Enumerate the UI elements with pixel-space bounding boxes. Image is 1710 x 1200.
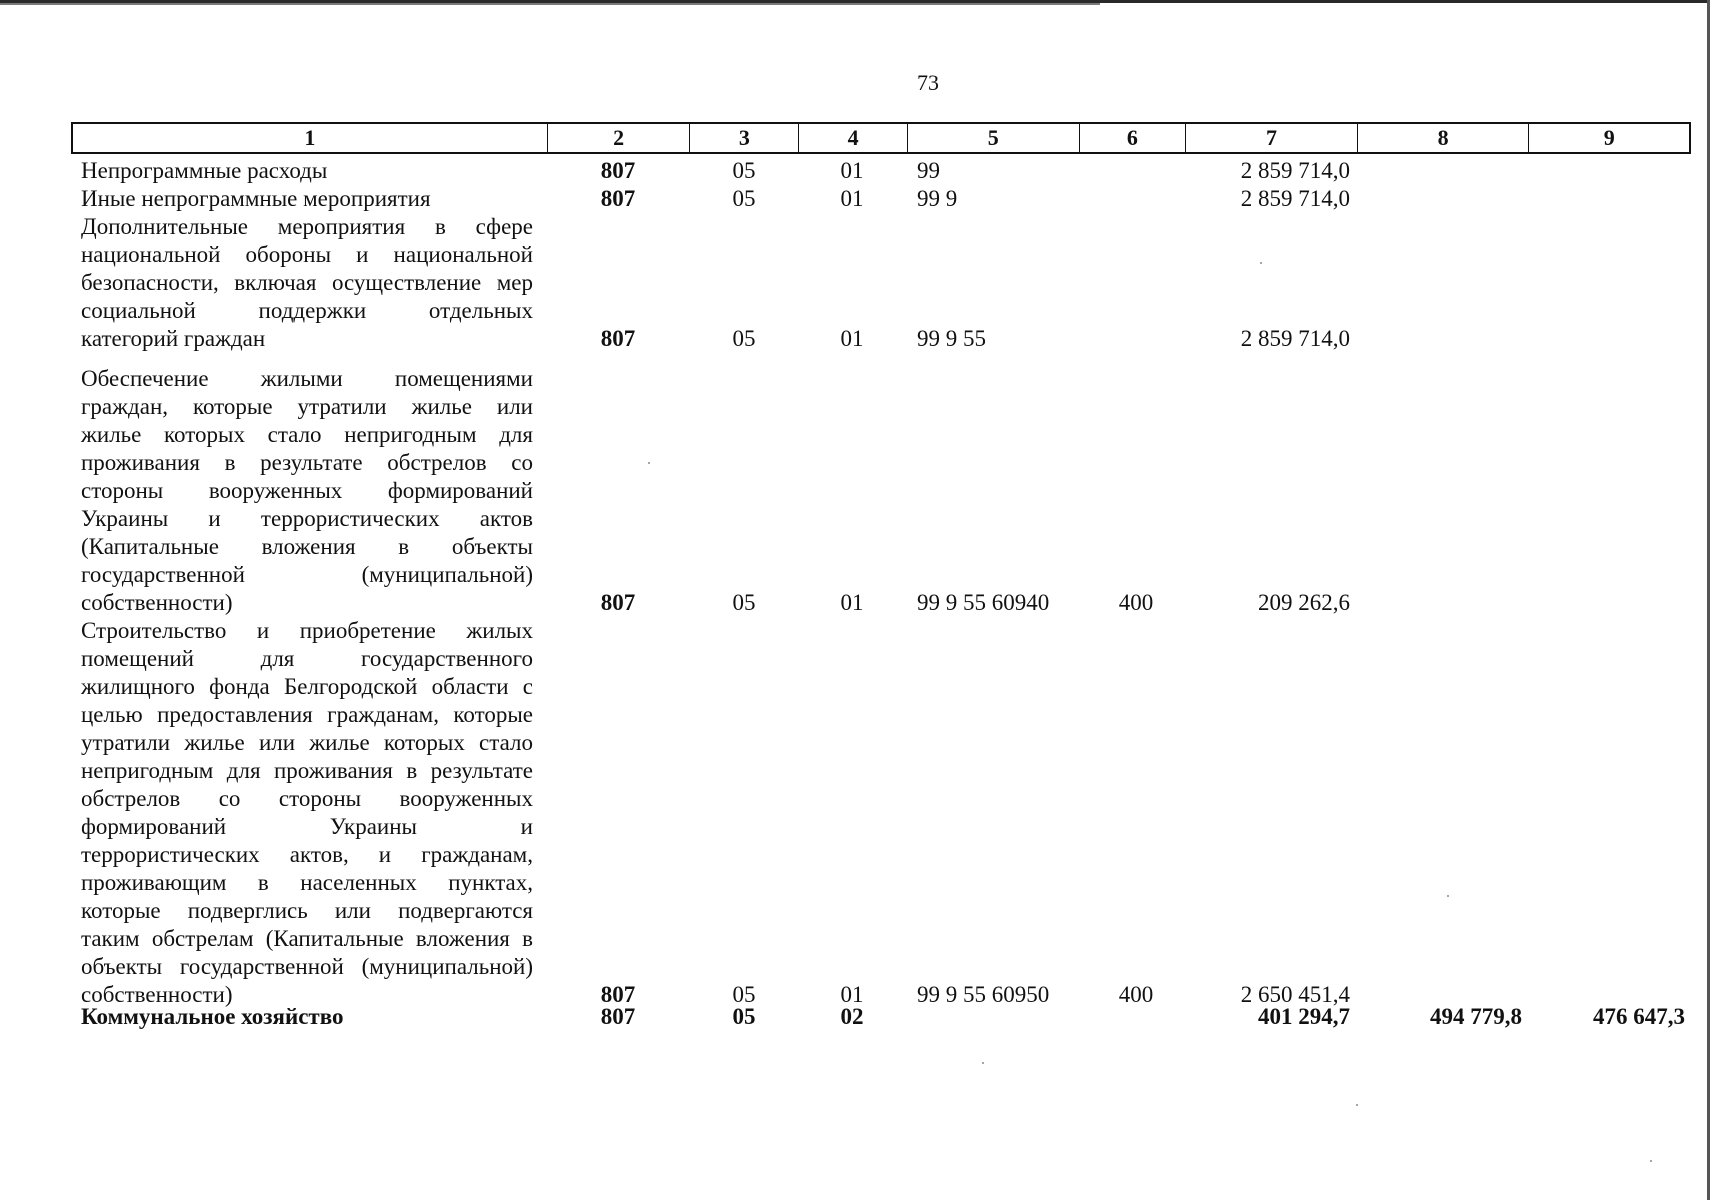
cell-c3: 05: [732, 158, 756, 183]
description-line: объекты государственной (муниципальной): [81, 954, 533, 979]
description-line: Строительство и приобретение жилых: [81, 618, 533, 643]
scan-speck: [1356, 1104, 1358, 1106]
cell-c5: 99 9 55: [917, 326, 986, 351]
cell-c4: 01: [840, 982, 864, 1007]
description-line: помещений для государственного: [81, 646, 533, 671]
cell-c3: 05: [732, 186, 756, 211]
cell-c8: 494 779,8: [1430, 1004, 1522, 1029]
header-col-6: 6: [1079, 124, 1186, 152]
cell-c5: 99 9 55 60940: [917, 590, 1050, 615]
cell-c2: 807: [600, 326, 636, 351]
cell-c7: 209 262,6: [1258, 590, 1350, 615]
scan-speck: [1447, 895, 1449, 897]
cell-c4: 01: [840, 326, 864, 351]
header-col-4: 4: [798, 124, 907, 152]
header-col-1: 1: [304, 125, 316, 150]
cell-c3: 05: [732, 590, 756, 615]
description-line: проживающим в населенных пунктах,: [81, 870, 533, 895]
cell-c4: 01: [840, 186, 864, 211]
cell-c4: 01: [840, 158, 864, 183]
cell-c6: 400: [1118, 590, 1154, 615]
scan-speck: [1260, 262, 1262, 264]
description-line: обстрелов со стороны вооруженных: [81, 786, 533, 811]
description-line: таким обстрелам (Капитальные вложения в: [81, 926, 533, 951]
scan-speck: [982, 1062, 984, 1064]
cell-c7: 2 859 714,0: [1240, 326, 1350, 351]
table-header: [71, 122, 1691, 154]
description-line: проживания в результате обстрелов со: [81, 450, 533, 475]
row-description: [81, 617, 533, 1009]
cell-c5: 99 9: [917, 186, 958, 211]
description-line: жилищного фонда Белгородской области с: [81, 674, 533, 699]
cell-c2: 807: [600, 186, 636, 211]
cell-c7: 2 859 714,0: [1240, 158, 1350, 183]
cell-c2: 807: [600, 982, 636, 1007]
row-description: [81, 1003, 533, 1031]
description-line: социальной поддержки отдельных: [81, 298, 533, 323]
cell-c5: 99: [917, 158, 940, 183]
header-col-8: 8: [1357, 124, 1529, 152]
description-line: государственной (муниципальной): [81, 562, 533, 587]
cell-c2: 807: [600, 158, 636, 183]
description-line: безопасности, включая осуществление мер: [81, 270, 533, 295]
cell-c7: 2 650 451,4: [1240, 982, 1350, 1007]
description-line: стороны вооруженных формирований: [81, 478, 533, 503]
description-line: граждан, которые утратили жилье или: [81, 394, 533, 419]
scan-top-edge-shadow: [0, 3, 1100, 5]
cell-c3: 05: [732, 326, 756, 351]
cell-c4: 01: [840, 590, 864, 615]
description-line: Дополнительные мероприятия в сфере: [81, 214, 533, 239]
description-line: Непрограммные расходы: [81, 158, 328, 183]
description-line: Коммунальное хозяйство: [81, 1004, 344, 1029]
description-line: собственности): [81, 982, 233, 1007]
description-line: категорий граждан: [81, 326, 266, 351]
header-col-9: 9: [1528, 124, 1689, 152]
scan-speck: [648, 462, 650, 464]
header-col-3: 3: [689, 124, 798, 152]
page-number: 73: [917, 70, 939, 95]
description-line: Обеспечение жилыми помещениями: [81, 366, 533, 391]
cell-c2: 807: [600, 1004, 636, 1029]
cell-c2: 807: [600, 590, 636, 615]
row-description: [81, 365, 533, 617]
description-line: формирований Украины и: [81, 814, 533, 839]
row-description: [81, 185, 533, 213]
description-line: Украины и террористических актов: [81, 506, 533, 531]
row-description: [81, 213, 533, 353]
cell-c5: 99 9 55 60950: [917, 982, 1050, 1007]
description-line: утратили жилье или жилье которых стало: [81, 730, 533, 755]
description-line: (Капитальные вложения в объекты: [81, 534, 533, 559]
description-line: непригодным для проживания в результате: [81, 758, 533, 783]
cell-c3: 05: [732, 982, 756, 1007]
description-line: национальной обороны и национальной: [81, 242, 533, 267]
description-line: Иные непрограммные мероприятия: [81, 186, 431, 211]
header-col-7: 7: [1185, 124, 1357, 152]
description-line: жилье которых стало непригодным для: [81, 422, 533, 447]
description-line: собственности): [81, 590, 233, 615]
description-line: целью предоставления гражданам, которые: [81, 702, 533, 727]
cell-c9: 476 647,3: [1593, 1004, 1685, 1029]
header-col-5: 5: [907, 124, 1079, 152]
cell-c7: 2 859 714,0: [1240, 186, 1350, 211]
cell-c6: 400: [1118, 982, 1154, 1007]
description-line: террористических актов, и гражданам,: [81, 842, 533, 867]
header-col-2: 2: [547, 124, 690, 152]
cell-c4: 02: [840, 1004, 864, 1029]
cell-c3: 05: [732, 1004, 756, 1029]
cell-c7: 401 294,7: [1258, 1004, 1350, 1029]
row-description: [81, 157, 533, 185]
description-line: которые подверглись или подвергаются: [81, 898, 533, 923]
scan-speck: [1650, 1160, 1652, 1162]
